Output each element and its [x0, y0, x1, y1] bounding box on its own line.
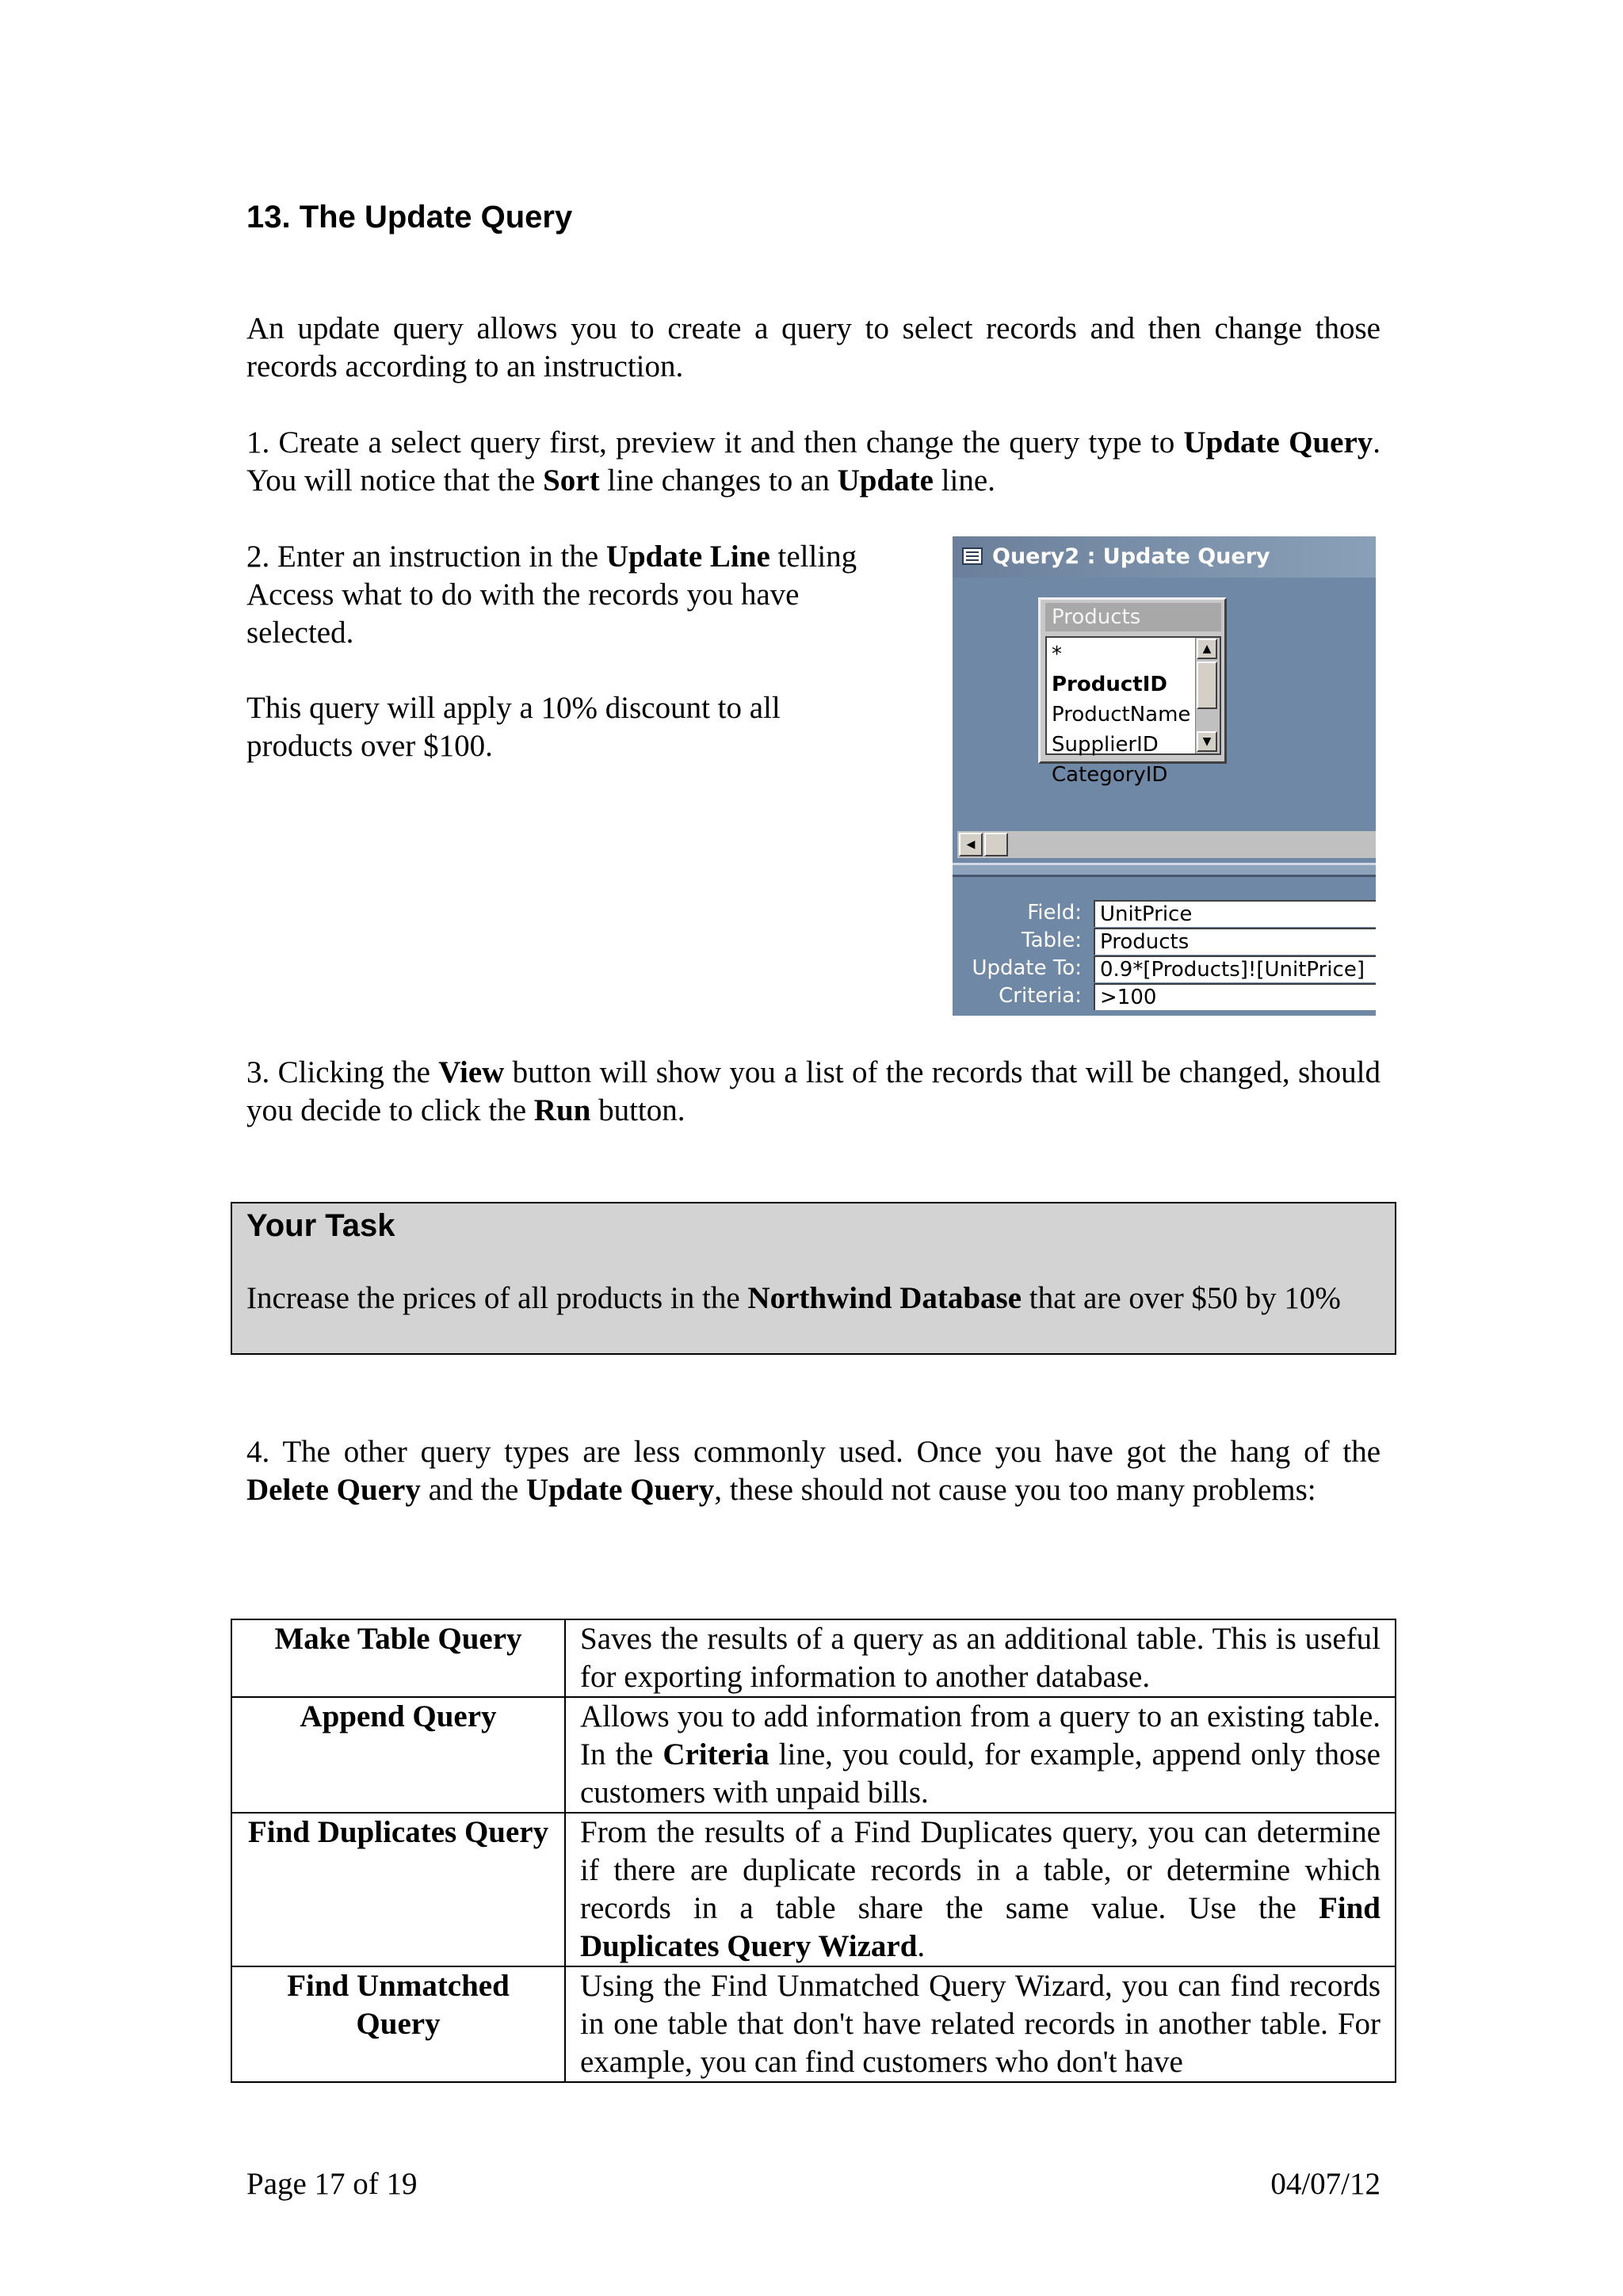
query-design-screenshot [953, 536, 1376, 1016]
step-2-paragraph [246, 538, 912, 652]
scroll-thumb[interactable] [1197, 662, 1217, 709]
table-row [231, 1966, 1396, 2082]
desc-bold-wizard: Find Duplicates Query Wizard [580, 1891, 1381, 1963]
step-2-text: 2. Enter an instruction in the [246, 540, 606, 574]
discount-note: This query will apply a 10% discount to all products over $100. [246, 691, 781, 763]
step-1-paragraph [246, 424, 1381, 500]
step-1-bold-sort: Sort [543, 463, 600, 498]
field-list-items [1045, 636, 1221, 787]
task-text: Increase the prices of all products in the [246, 1281, 748, 1315]
products-field-list[interactable] [1038, 597, 1227, 787]
desc-bold-criteria: Criteria [663, 1737, 769, 1772]
field-list-item[interactable]: ProductName [1052, 703, 1191, 727]
step-1-text: line. [933, 463, 995, 498]
field-list-scrollbar[interactable] [1195, 638, 1220, 753]
query-type-description [565, 1813, 1396, 1966]
step-4-bold-delete-query: Delete Query [246, 1473, 421, 1507]
task-bold-northwind: Northwind Database [747, 1281, 1022, 1315]
query-type-name: Append Query [231, 1697, 565, 1813]
field-list-item[interactable]: ProductID [1052, 673, 1167, 696]
pane-splitter[interactable] [953, 863, 1376, 877]
field-list-item[interactable]: * [1052, 643, 1062, 666]
table-row [231, 1813, 1396, 1966]
field-list-item[interactable]: SupplierID [1052, 733, 1159, 757]
task-text: that are over $50 by 10% [1022, 1281, 1341, 1315]
query-type-description [565, 1966, 1396, 2082]
step-1-text: . You will notice that the [246, 425, 1381, 498]
intro-paragraph: An update query allows you to create a query to select records and then change those records according to an instruction. [246, 311, 1381, 383]
grid-cell-criteria[interactable]: >100 [1094, 983, 1376, 1010]
step-1-text: line changes to an [599, 463, 838, 498]
step-4-paragraph [246, 1433, 1381, 1509]
query-window-icon [962, 547, 983, 565]
query-type-description [565, 1619, 1396, 1697]
step-4-text: and the [420, 1473, 527, 1507]
grid-label-field: Field: [1027, 901, 1082, 925]
query-type-name: Find Unmatched Query [231, 1966, 565, 2082]
step-4-text: 4. The other query types are less commonly used. Once you have got the hang of the [246, 1435, 1381, 1469]
scroll-left-icon[interactable]: ◀ [959, 833, 983, 856]
query-window-title: Query2 : Update Query [992, 544, 1270, 569]
grid-cell-update-to[interactable]: 0.9*[Products]![UnitPrice] [1094, 955, 1376, 982]
step-1-bold-update-query: Update Query [1183, 425, 1373, 460]
query-type-description [565, 1697, 1396, 1813]
step-1-bold-update: Update [837, 463, 934, 498]
grid-label-criteria: Criteria: [999, 984, 1082, 1008]
step-3-bold-view: View [438, 1055, 505, 1089]
grid-cell-table[interactable]: Products [1094, 928, 1376, 955]
table-row [231, 1697, 1396, 1813]
scroll-thumb[interactable] [984, 833, 1008, 856]
desc-text: Using the Find Unmatched Query Wizard, you can find records in one table that don't have related records in another table. For example, you can find customers who don't have [580, 1969, 1381, 2079]
your-task-box [231, 1202, 1396, 1355]
field-list-title: Products [1045, 603, 1221, 631]
grid-label-update-to: Update To: [972, 956, 1082, 980]
step-3-paragraph [246, 1054, 1381, 1130]
step-3-bold-run: Run [533, 1093, 591, 1127]
grid-cell-field[interactable]: UnitPrice [1094, 900, 1376, 927]
step-4-text: , these should not cause you too many problems: [714, 1473, 1316, 1507]
footer-date: 04/07/12 [1270, 2167, 1381, 2201]
query-window-titlebar [953, 536, 1376, 578]
task-body [246, 1280, 1381, 1318]
desc-text: . [917, 1929, 926, 1963]
grid-label-table: Table: [1022, 929, 1082, 952]
footer-page-number: Page 17 of 19 [246, 2167, 418, 2201]
table-row [231, 1619, 1396, 1697]
scroll-down-icon[interactable]: ▼ [1197, 731, 1217, 752]
desc-text: Allows you to add information from a query to an existing table. In the [580, 1699, 1381, 1772]
desc-text: Saves the results of a query as an additional table. This is useful for exporting information to another database. [580, 1622, 1381, 1694]
desc-text: line, you could, for example, append only those customers with unpaid bills. [580, 1737, 1381, 1810]
field-list-item[interactable]: CategoryID [1052, 763, 1168, 787]
section-heading: 13. The Update Query [246, 200, 573, 235]
query-type-name: Find Duplicates Query [231, 1813, 565, 1966]
horizontal-scrollbar[interactable] [957, 831, 1376, 858]
query-types-table [231, 1619, 1396, 2083]
step-4-bold-update-query: Update Query [526, 1473, 715, 1507]
desc-text: From the results of a Find Duplicates query, you can determine if there are duplicate records in a table, or determine which records in a table share the same value. Use the [580, 1815, 1381, 1925]
scroll-up-icon[interactable]: ▲ [1197, 639, 1217, 659]
step-2-bold-update-line: Update Line [605, 540, 770, 574]
step-3-text: 3. Clicking the [246, 1055, 439, 1089]
step-1-text: 1. Create a select query first, preview it and then change the query type to [246, 425, 1184, 460]
task-title: Your Task [246, 1208, 395, 1243]
query-type-name: Make Table Query [231, 1619, 565, 1697]
step-2-text: telling Access what to do with the records you have selected. [246, 540, 857, 650]
step-3-text: button. [590, 1093, 685, 1127]
step-3-text: button will show you a list of the records that will be changed, should you decide to click the [246, 1055, 1381, 1127]
